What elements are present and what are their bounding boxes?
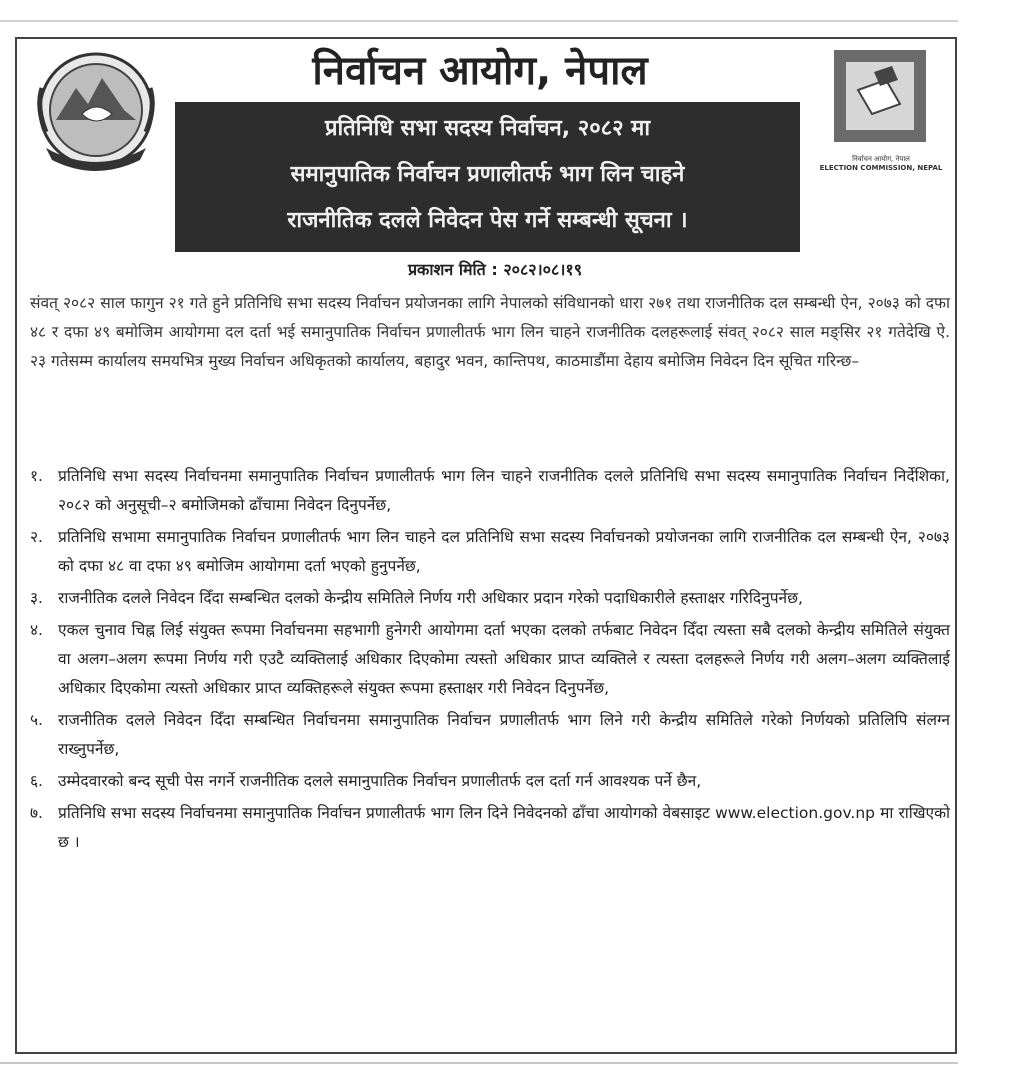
item-number: १. — [30, 467, 43, 485]
list-item — [30, 799, 950, 857]
nepal-emblem-icon — [32, 48, 160, 178]
caption-nepali: निर्वाचन आयोग, नेपाल — [852, 155, 910, 163]
caption-english: ELECTION COMMISSION, NEPAL — [819, 164, 943, 172]
publish-date: प्रकाशन मिति : २०८२।०८।१९ — [407, 260, 583, 279]
bottom-divider — [0, 1062, 958, 1064]
notice-heading-banner — [175, 102, 800, 252]
item-text: प्रतिनिधि सभा सदस्य निर्वाचनमा समानुपातिक निर्वाचन प्रणालीतर्फ भाग लिन चाहने राजनीतिक दलले प्रतिनिधि सभा सदस्य समानुपातिक निर्वाचन निर्देशिका, २०८२ को अनुसूची–२ बमोजिमको ढाँचामा निवेदन दिनुपर्नेछ, — [58, 467, 950, 514]
item-number: ३. — [30, 589, 43, 607]
election-commission-caption — [806, 155, 956, 173]
banner-line-2: समानुपातिक निर्वाचन प्रणालीतर्फ भाग लिन चाहने — [290, 162, 685, 187]
page-title: निर्वाचन आयोग, नेपाल — [312, 48, 648, 94]
item-number: ५. — [30, 711, 43, 729]
ballot-box-icon — [834, 50, 926, 142]
list-item — [30, 584, 950, 613]
item-text: राजनीतिक दलले निवेदन दिँदा सम्बन्धित दलको केन्द्रीय समितिले निर्णय गरी अधिकार प्रदान गरेको पदाधिकारीले हस्ताक्षर गरिदिनुपर्नेछ, — [58, 589, 803, 607]
election-commission-logo — [834, 50, 926, 142]
list-item — [30, 767, 950, 796]
item-number: ४. — [30, 621, 43, 639]
list-item — [30, 523, 950, 581]
top-divider — [0, 20, 958, 22]
banner-line-1: प्रतिनिधि सभा सदस्य निर्वाचन, २०८२ मा — [324, 116, 651, 141]
item-text: उम्मेदवारको बन्द सूची पेस नगर्ने राजनीतिक दलले समानुपातिक निर्वाचन प्रणालीतर्फ दल दर्ता गर्न आवश्यक पर्ने छैन, — [58, 772, 702, 790]
notice-items-list — [30, 462, 950, 860]
item-number: २. — [30, 528, 43, 546]
item-text: प्रतिनिधि सभामा समानुपातिक निर्वाचन प्रणालीतर्फ भाग लिन चाहने दल प्रतिनिधि सभा सदस्य निर्वाचनको प्रयोजनका लागि राजनीतिक दल सम्बन्धी ऐन, २०७३ को दफा ४८ वा दफा ४९ बमोजिम आयोगमा दर्ता भएको हुनुपर्नेछ, — [58, 528, 950, 575]
item-text: प्रतिनिधि सभा सदस्य निर्वाचनमा समानुपातिक निर्वाचन प्रणालीतर्फ भाग लिन दिने निवेदनको ढाँचा आयोगको वेबसाइट www.election.gov.np मा राखिएको छ । — [58, 804, 950, 851]
banner-line-3: राजनीतिक दलले निवेदन पेस गर्ने सम्बन्धी सूचना । — [287, 208, 688, 233]
list-item — [30, 706, 950, 764]
intro-paragraph: संवत् २०८२ साल फागुन २१ गते हुने प्रतिनिधि सभा सदस्य निर्वाचन प्रयोजनका लागि नेपालको संविधानको धारा २७१ तथा राजनीतिक दल सम्बन्धी ऐन, २०७३ को दफा ४८ र दफा ४९ बमोजिम आयोगमा दल दर्ता भई समानुपातिक निर्वाचन प्रणालीतर्फ भाग लिन चाहने राजनीतिक दलहरूलाई संवत् २०८२ साल मङ्सिर २१ गतेदेखि ऐ. २३ गतेसम्म कार्यालय समयभित्र मुख्य निर्वाचन अधिकृतको कार्यालय, बहादुर भवन, कान्तिपथ, काठमाडौंमा देहाय बमोजिम निवेदन दिन सूचित गरिन्छ– — [30, 294, 950, 370]
item-number: ७. — [30, 804, 43, 822]
item-number: ६. — [30, 772, 43, 790]
list-item — [30, 462, 950, 520]
list-item — [30, 616, 950, 703]
item-text: एकल चुनाव चिह्न लिई संयुक्त रूपमा निर्वाचनमा सहभागी हुनेगरी आयोगमा दर्ता भएका दलको तर्फबाट निवेदन दिँदा त्यस्ता सबै दलको केन्द्रीय समितिले संयुक्त वा अलग–अलग रूपमा निर्णय गरी एउटै व्यक्तिलाई अधिकार दिएकोमा त्यस्तो अधिकार प्राप्त व्यक्तिले र त्यस्ता दलहरूले निर्णय गरी अलग–अलग व्यक्तिलाई अधिकार दिएकोमा त्यस्तो अधिकार प्राप्त व्यक्तिहरूले संयुक्त रूपमा हस्ताक्षर गरी निवेदन दिनुपर्नेछ, — [58, 621, 950, 697]
item-text: राजनीतिक दलले निवेदन दिँदा सम्बन्धित निर्वाचनमा समानुपातिक निर्वाचन प्रणालीतर्फ भाग लिने गरी केन्द्रीय समितिले गरेको निर्णयको प्रतिलिपि संलग्न राख्नुपर्नेछ, — [58, 711, 950, 758]
